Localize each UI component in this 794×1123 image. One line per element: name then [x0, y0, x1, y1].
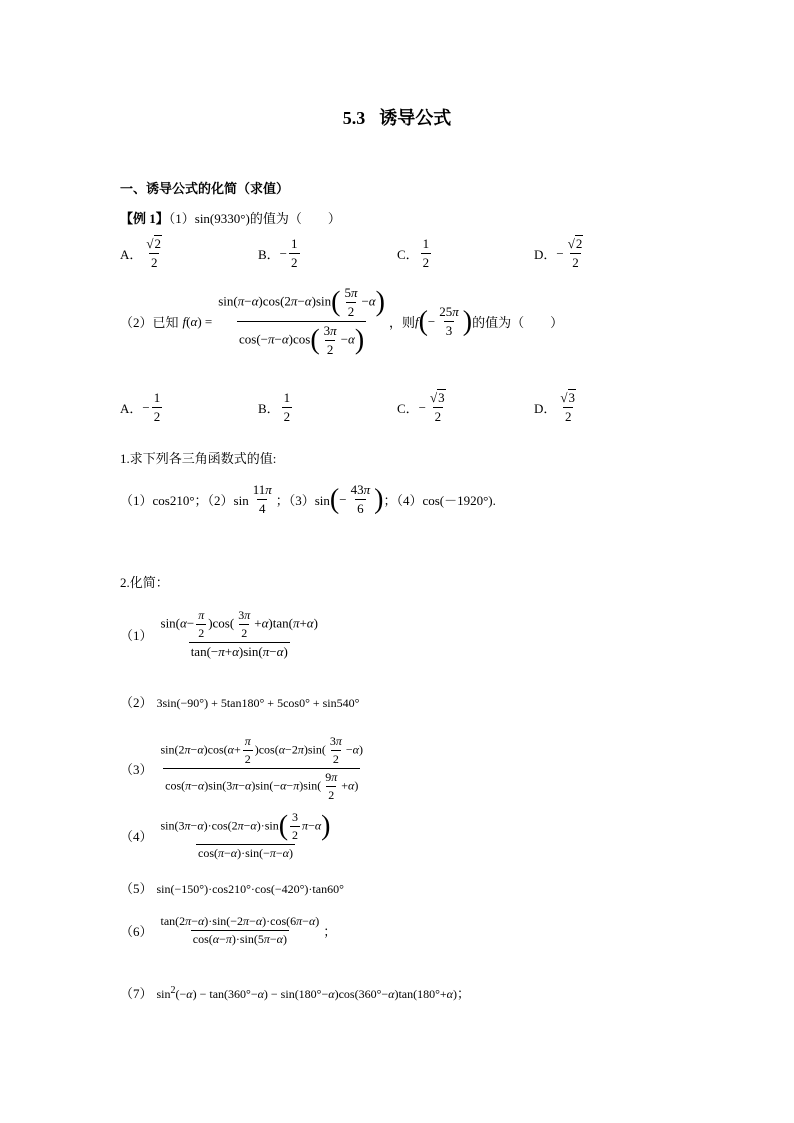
problem-2-item-2: （2） 3sin(−90°) + 5tan180° + 5cos0° + sin540°	[120, 695, 360, 710]
page-title: 5.3 诱导公式	[342, 108, 452, 128]
problem-2-item-7: （7） $\sin^2(-\alpha) - \tan(360^\circ-\alpha) - \sin(180^\circ-\alpha)\cos(360^\circ-\alpha)\tan(180^\circ+\alpha)$；	[120, 985, 470, 1001]
option-a: A． $\frac{√2}{2}$	[120, 236, 162, 270]
problem-2-item-5: （5） sin(−150°)·cos210°·cos(−420°)·tan60°	[120, 881, 344, 896]
option-b: B． − $\frac{1}{2}$	[258, 236, 298, 270]
option-b: B． $\frac{1}{2}$	[258, 390, 291, 424]
option-c: C． − $\frac{√3}{2}$	[397, 390, 445, 424]
option-d: D． $\frac{√3}{2}$	[534, 390, 576, 424]
problem-2-heading: 2.化简：	[120, 575, 169, 590]
problem-1-items: （1）cos210°；（2）sin $\frac{11\pi}{4}$ ；（3）sin ( − $\frac{43\pi}{6}$ ) ；（4）cos(－1920°).	[120, 482, 496, 516]
problem-2-item-6: （6） $\frac{\tan(2\pi-\alpha)\cdot\sin(-2\pi-\alpha)\cdot\cos(6\pi-\alpha)}{\cos(\alpha-\pi)\cdot\sin(5\pi-\alpha)}$ ；	[120, 914, 337, 946]
problem-2-item-1: （1） sin(α− $\frac{\pi}{2}$ )cos( $\frac{3\pi}{2}$ +α)tan(π+α) tan(−π+α)sin(π−α)	[120, 608, 318, 659]
option-d: D． − $\frac{√2}{2}$	[534, 236, 583, 270]
example-1-question-2: （2）已知 f ( α ) = sin(π−α)cos(2π−α)sin( $\frac{5\pi}{2}$ −α) cos(−π−α)cos( $\frac{3\pi}{2}$ −α) ，则 f ( − $\frac{25\pi}{3}$ ) 的值为（ ）	[120, 285, 564, 357]
option-c: C． $\frac{1}{2}$	[397, 236, 430, 270]
problem-1-heading: 1.求下列各三角函数式的值:	[120, 451, 277, 466]
problem-2-item-4: （4） sin(3π−α)·cos(2π−α)·sin( $\frac{3}{2}$ π−α) cos(π−α)·sin(−π−α)	[120, 810, 331, 860]
option-a: A． − $\frac{1}{2}$	[120, 390, 161, 424]
example-1-question-1: 【例 1】（1）sin(9330°)的值为（ ）	[120, 211, 341, 226]
problem-2-item-3: （3） sin(2π−α)cos(α+ $\frac{\pi}{2}$ )cos(α−2π)sin( $\frac{3\pi}{2}$ −α) cos(π−α)sin(3π−α)sin(−α−π)sin( $\frac{9\pi}{2}$ +α)	[120, 734, 363, 802]
section-heading: 一、诱导公式的化简（求值）	[120, 181, 290, 196]
